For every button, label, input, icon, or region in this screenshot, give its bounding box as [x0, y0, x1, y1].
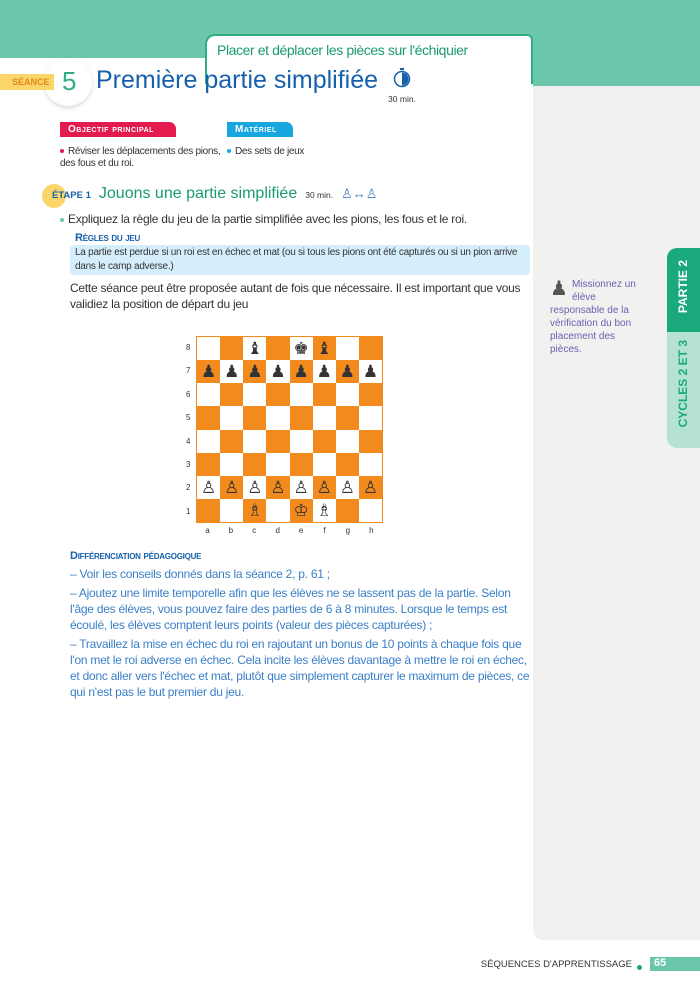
materiel-heading: Matériel	[227, 122, 293, 137]
pair-work-icon: ♙↔♙	[341, 186, 378, 201]
rules-box: La partie est perdue si un roi est en échec et mat (ou si tous les pions ont été capturés ou si un pion arrive dans le camp adverse.)	[70, 245, 530, 275]
board-square	[290, 383, 313, 406]
board-square	[336, 383, 359, 406]
board-square	[359, 430, 382, 453]
footer-label: SÉQUENCES D'APPRENTISSAGE	[480, 959, 632, 970]
board-square	[313, 406, 336, 429]
file-label: h	[369, 526, 374, 535]
board-square: ♔	[290, 499, 313, 522]
board-square	[359, 383, 382, 406]
rank-label: 4	[186, 436, 191, 446]
board-square	[359, 406, 382, 429]
board-square: ♟	[336, 360, 359, 383]
board-square: ♟	[220, 360, 243, 383]
board-square	[220, 453, 243, 476]
title-row	[96, 66, 416, 104]
objectif-heading: Objectif principal	[60, 122, 176, 137]
board-square	[197, 499, 220, 522]
etape-duration: 30 min.	[305, 190, 334, 200]
materiel-item: Des sets de jeux	[227, 146, 377, 158]
chessboard	[196, 336, 383, 523]
board-square	[197, 337, 220, 360]
instruction-bullet: Expliquez la règle du jeu de la partie simplifiée avec les pions, les fous et le roi.	[60, 211, 530, 227]
board-square	[220, 383, 243, 406]
tab-cycles: CYCLES 2 ET 3	[667, 332, 700, 448]
differenciation-heading: Différenciation pédagogique	[70, 550, 202, 562]
board-square: ♟	[197, 360, 220, 383]
objectif-item: Réviser les déplacements des pions, des fous et du roi.	[60, 146, 221, 169]
board-square	[266, 430, 289, 453]
board-square	[266, 499, 289, 522]
etape-row	[52, 185, 377, 203]
board-square: ♙	[220, 476, 243, 499]
rank-label: 5	[186, 413, 191, 423]
file-label: d	[275, 526, 280, 535]
board-square	[197, 383, 220, 406]
duration: 30 min.	[388, 94, 416, 104]
board-square	[220, 406, 243, 429]
board-square	[220, 430, 243, 453]
board-square	[266, 383, 289, 406]
board-square	[336, 499, 359, 522]
board-square	[266, 337, 289, 360]
board-square	[266, 453, 289, 476]
sidebar	[533, 86, 700, 940]
rank-label: 6	[186, 389, 191, 399]
board-square	[359, 499, 382, 522]
board-square	[266, 406, 289, 429]
board-square: ♚	[290, 337, 313, 360]
board-square: ♙	[266, 476, 289, 499]
board-square	[336, 430, 359, 453]
board-square	[313, 453, 336, 476]
file-label: e	[298, 526, 304, 535]
board-square	[313, 383, 336, 406]
board-square: ♟	[243, 360, 266, 383]
stopwatch-icon	[393, 68, 411, 88]
board-square: ♙	[359, 476, 382, 499]
board-square	[243, 430, 266, 453]
file-label: g	[345, 526, 351, 535]
header-band-right	[533, 0, 700, 86]
board-square	[336, 406, 359, 429]
board-square	[243, 453, 266, 476]
board-square	[197, 406, 220, 429]
file-label: a	[205, 526, 210, 535]
sidebar-note: ♟ Missionnez un élève responsable de la vérification du bon placement des pièces.	[550, 278, 636, 355]
board-square: ♟	[313, 360, 336, 383]
etape-title: Jouons une partie simplifiée	[98, 185, 298, 202]
board-square	[243, 406, 266, 429]
board-square: ♙	[290, 476, 313, 499]
footer-dot	[637, 965, 642, 970]
board-square: ♝	[313, 337, 336, 360]
board-square	[336, 337, 359, 360]
rank-label: 1	[186, 506, 191, 516]
tab-partie: PARTIE 2	[667, 248, 700, 332]
rank-label: 8	[186, 343, 191, 352]
board-square: ♙	[313, 476, 336, 499]
file-label: f	[323, 526, 326, 535]
page-number: 65	[650, 957, 700, 971]
rank-label: 7	[186, 366, 191, 376]
board-square: ♙	[197, 476, 220, 499]
board-square: ♟	[290, 360, 313, 383]
board-square	[220, 337, 243, 360]
page-title: Première partie simplifiée	[96, 66, 379, 94]
board-square	[359, 453, 382, 476]
board-square	[290, 406, 313, 429]
board-square	[336, 453, 359, 476]
main-text	[60, 211, 530, 312]
board-square: ♗	[243, 499, 266, 522]
board-square	[290, 430, 313, 453]
section-tab: Placer et déplacer les pièces sur l'échiquier	[205, 34, 533, 84]
board-square: ♝	[243, 337, 266, 360]
rules-heading: Règles du jeu	[75, 232, 141, 244]
duration-block	[388, 66, 416, 104]
etape-label: ÉTAPE 1	[52, 190, 91, 201]
board-square: ♟	[266, 360, 289, 383]
file-label: c	[252, 526, 257, 535]
board-square: ♟	[359, 360, 382, 383]
board-square	[313, 430, 336, 453]
chess-piece-icon: ♟	[550, 278, 568, 300]
board-square	[197, 453, 220, 476]
seance-label: SÉANCE	[0, 74, 54, 90]
board-square: ♙	[336, 476, 359, 499]
differenciation-item: – Ajoutez une limite temporelle afin que les élèves ne se lassent pas de la partie. Selon l'âge des élèves, vous pouvez faire des parties de 6 à 8 minutes. Lorsque le temps est écoulé, les élèves comptent leurs points (valeur des pièces capturées) ;	[70, 586, 511, 632]
board-square	[290, 453, 313, 476]
paragraph: Cette séance peut être proposée autant de fois que nécessaire. Il est important que vous validiez la position de départ du jeu	[70, 281, 521, 311]
board-square	[359, 337, 382, 360]
board-square: ♗	[313, 499, 336, 522]
board-square	[220, 499, 243, 522]
differenciation-section	[70, 549, 530, 703]
rank-label: 2	[186, 483, 191, 493]
board-square: ♙	[243, 476, 266, 499]
rank-label: 3	[186, 460, 191, 469]
seance-number: 5	[62, 66, 77, 96]
board-square	[243, 383, 266, 406]
board-square	[197, 430, 220, 453]
differenciation-item: – Voir les conseils donnés dans la séance 2, p. 61 ;	[70, 567, 330, 581]
file-label: b	[228, 526, 234, 535]
differenciation-item: – Travaillez la mise en échec du roi en rajoutant un bonus de 10 points à chaque fois que l'on met le roi adverse en échec. Cela incite les élèves davantage à mettre le roi en échec, et donc aller vers l'échec et mat, plutôt que simplement capturer le maximum de pièces, ce qui n'est pas le but premier du jeu.	[70, 637, 530, 699]
